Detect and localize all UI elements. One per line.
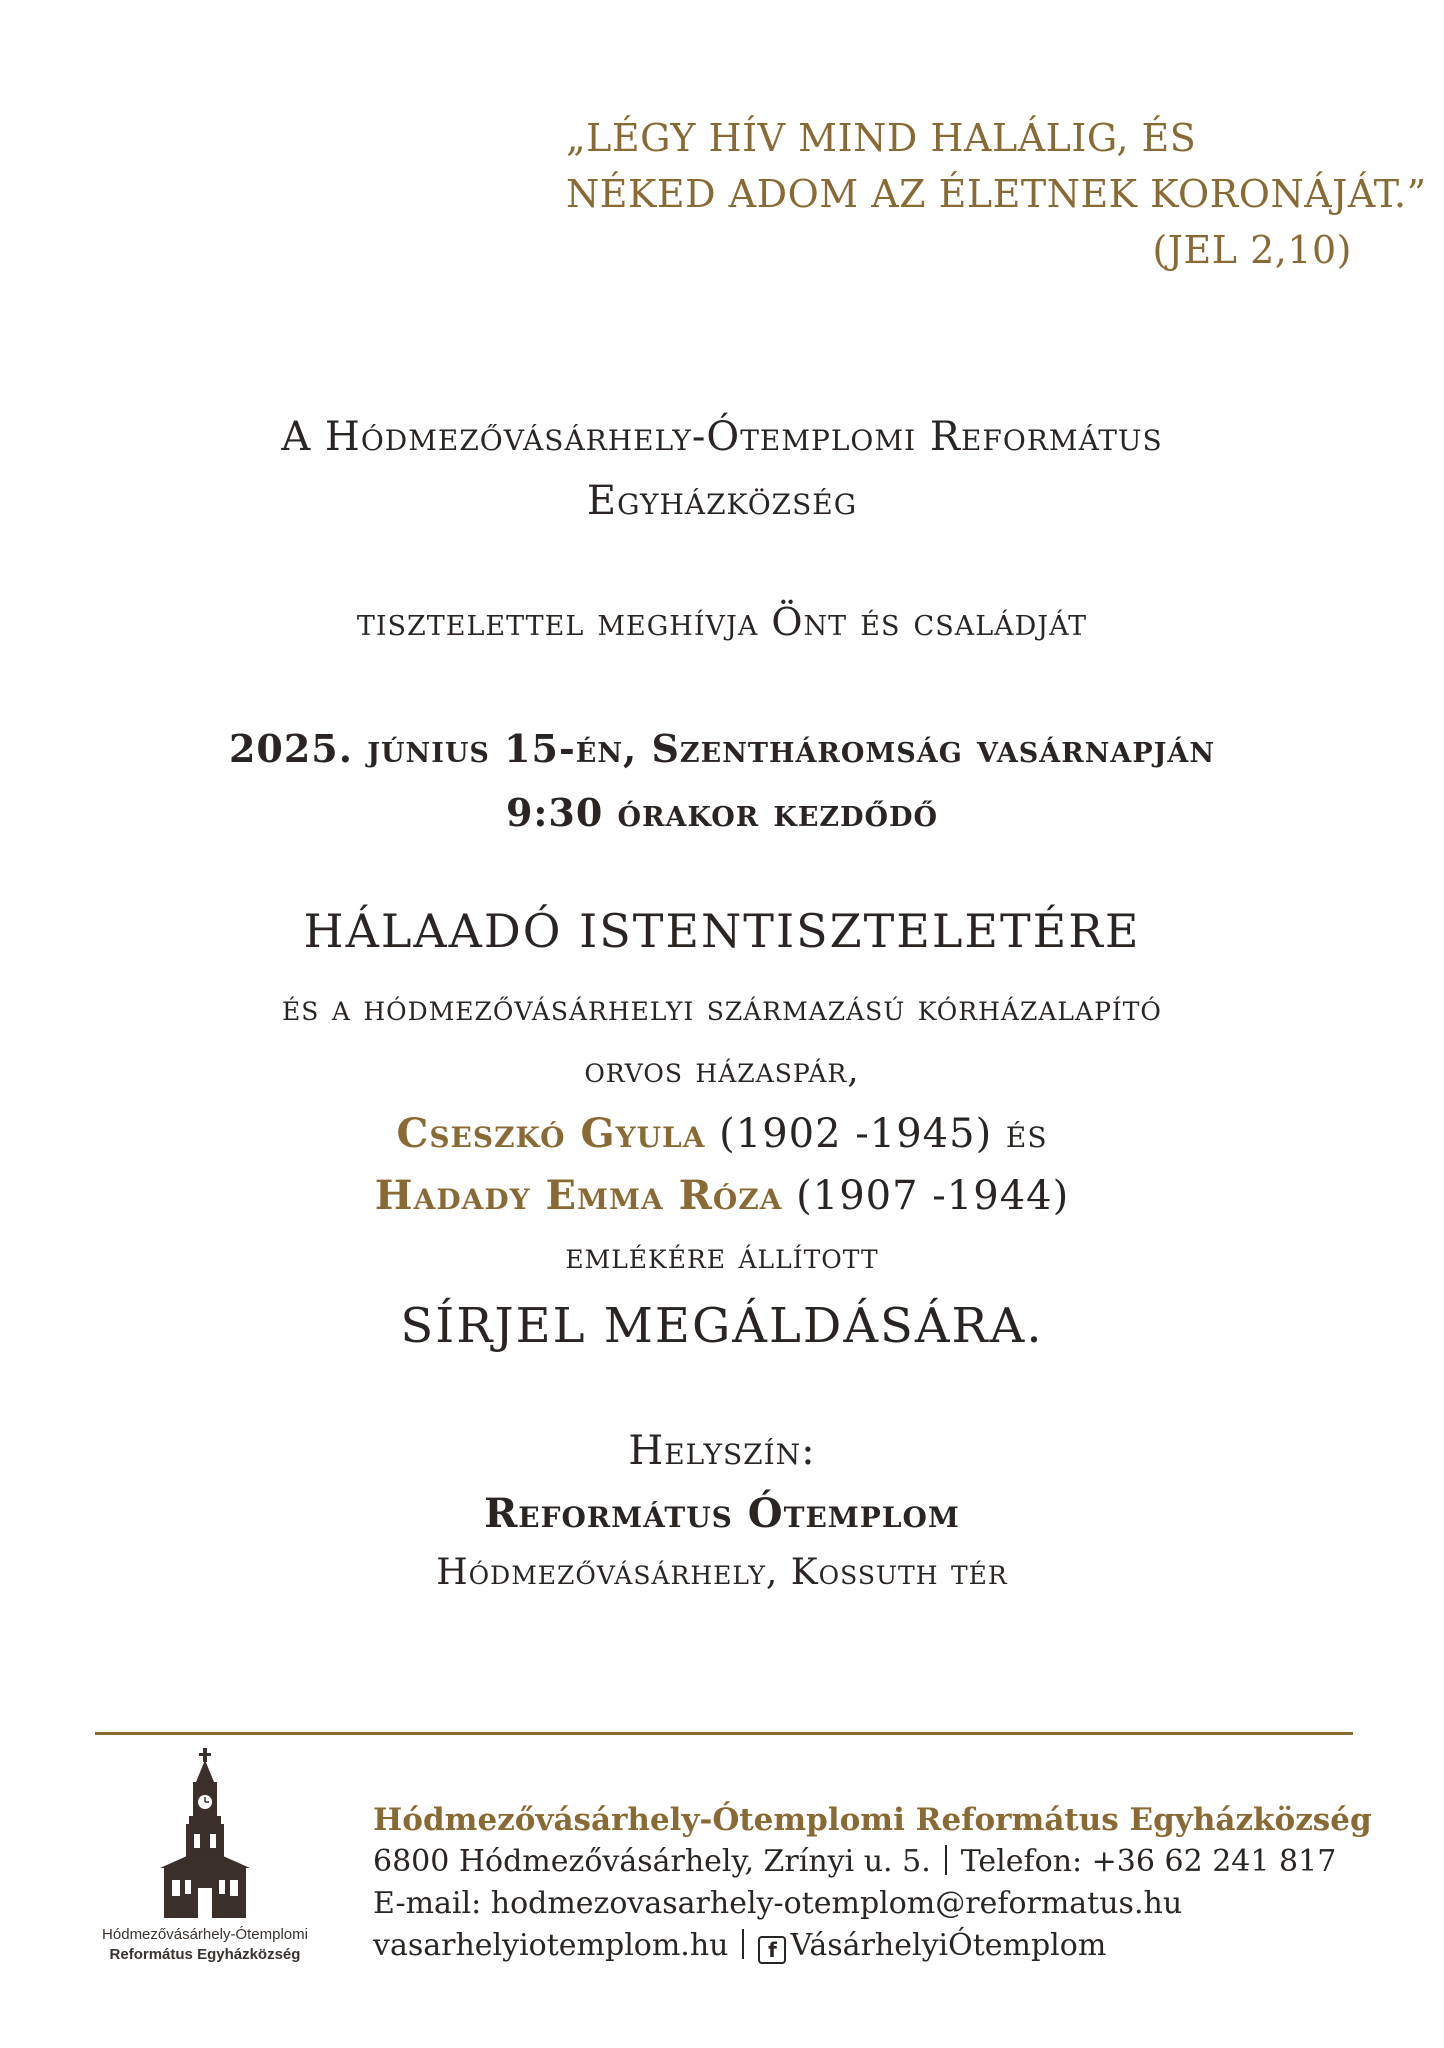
footer-phone[interactable]: Telefon: +36 62 241 817	[960, 1844, 1337, 1879]
couple-description-1: és a hódmezővásárhelyi származású kórházalapító	[282, 988, 1162, 1029]
footer-address: 6800 Hódmezővásárhely, Zrínyi u. 5.	[373, 1844, 931, 1879]
footer-website-link[interactable]: vasarhelyiotemplom.hu	[373, 1928, 729, 1963]
location-address: Hódmezővásárhely, Kossuth tér	[436, 1552, 1008, 1593]
person-2	[0, 1172, 1444, 1219]
person-2-years: (1907 -1944)	[782, 1173, 1070, 1219]
service-title: HÁLAADÓ ISTENTISZTELETÉRE	[303, 904, 1141, 958]
facebook-icon: f	[758, 1936, 786, 1964]
organizer-line-1: A Hódmezővásárhely-Ótemplomi Református	[281, 414, 1163, 460]
person-2-name: Hadady Emma Róza	[374, 1172, 783, 1219]
invitation-text: tisztelettel meghívja Önt és családját	[356, 600, 1088, 644]
footer-divider	[95, 1732, 1353, 1735]
event-date: 2025. június 15-én, Szentháromság vasárnapján	[228, 726, 1216, 771]
person-1-years: (1902 -1945) és	[705, 1111, 1048, 1157]
couple-description-2: orvos házaspár,	[584, 1050, 860, 1091]
location-name: Református Ótemplom	[484, 1490, 960, 1537]
person-1	[0, 1110, 1444, 1157]
quote-reference: (JEL 2,10)	[1152, 228, 1352, 272]
separator	[742, 1929, 744, 1959]
footer-address-line	[373, 1844, 1336, 1879]
quote-line-1: „LÉGY HÍV MIND HALÁLIG, ÉS	[566, 116, 1197, 160]
footer-email[interactable]: E-mail: hodmezovasarhely-otemplom@reformatus.hu	[373, 1886, 1183, 1921]
person-1-name: Cseszkó Gyula	[396, 1110, 706, 1157]
location-label: Helyszín:	[628, 1428, 816, 1474]
blessing-title: SÍRJEL MEGÁLDÁSÁRA.	[400, 1298, 1044, 1354]
church-logo-icon	[160, 1748, 250, 1918]
organizer-line-2: Egyházközség	[586, 478, 858, 524]
separator	[945, 1845, 947, 1875]
footer-web-line	[373, 1928, 1106, 1964]
quote-line-2: NÉKED ADOM AZ ÉLETNEK KORONÁJÁT.”	[566, 172, 1427, 216]
event-time: 9:30 órakor kezdődő	[505, 790, 939, 835]
memory-text: emlékére állított	[565, 1236, 879, 1277]
footer-facebook-link[interactable]: VásárhelyiÓtemplom	[790, 1928, 1107, 1963]
footer-org-name: Hódmezővásárhely-Ótemplomi Református Egyházközség	[373, 1802, 1372, 1838]
logo-caption-2: Református Egyházközség	[109, 1946, 301, 1963]
logo-caption-1: Hódmezővásárhely-Ótemplomi	[102, 1926, 308, 1943]
